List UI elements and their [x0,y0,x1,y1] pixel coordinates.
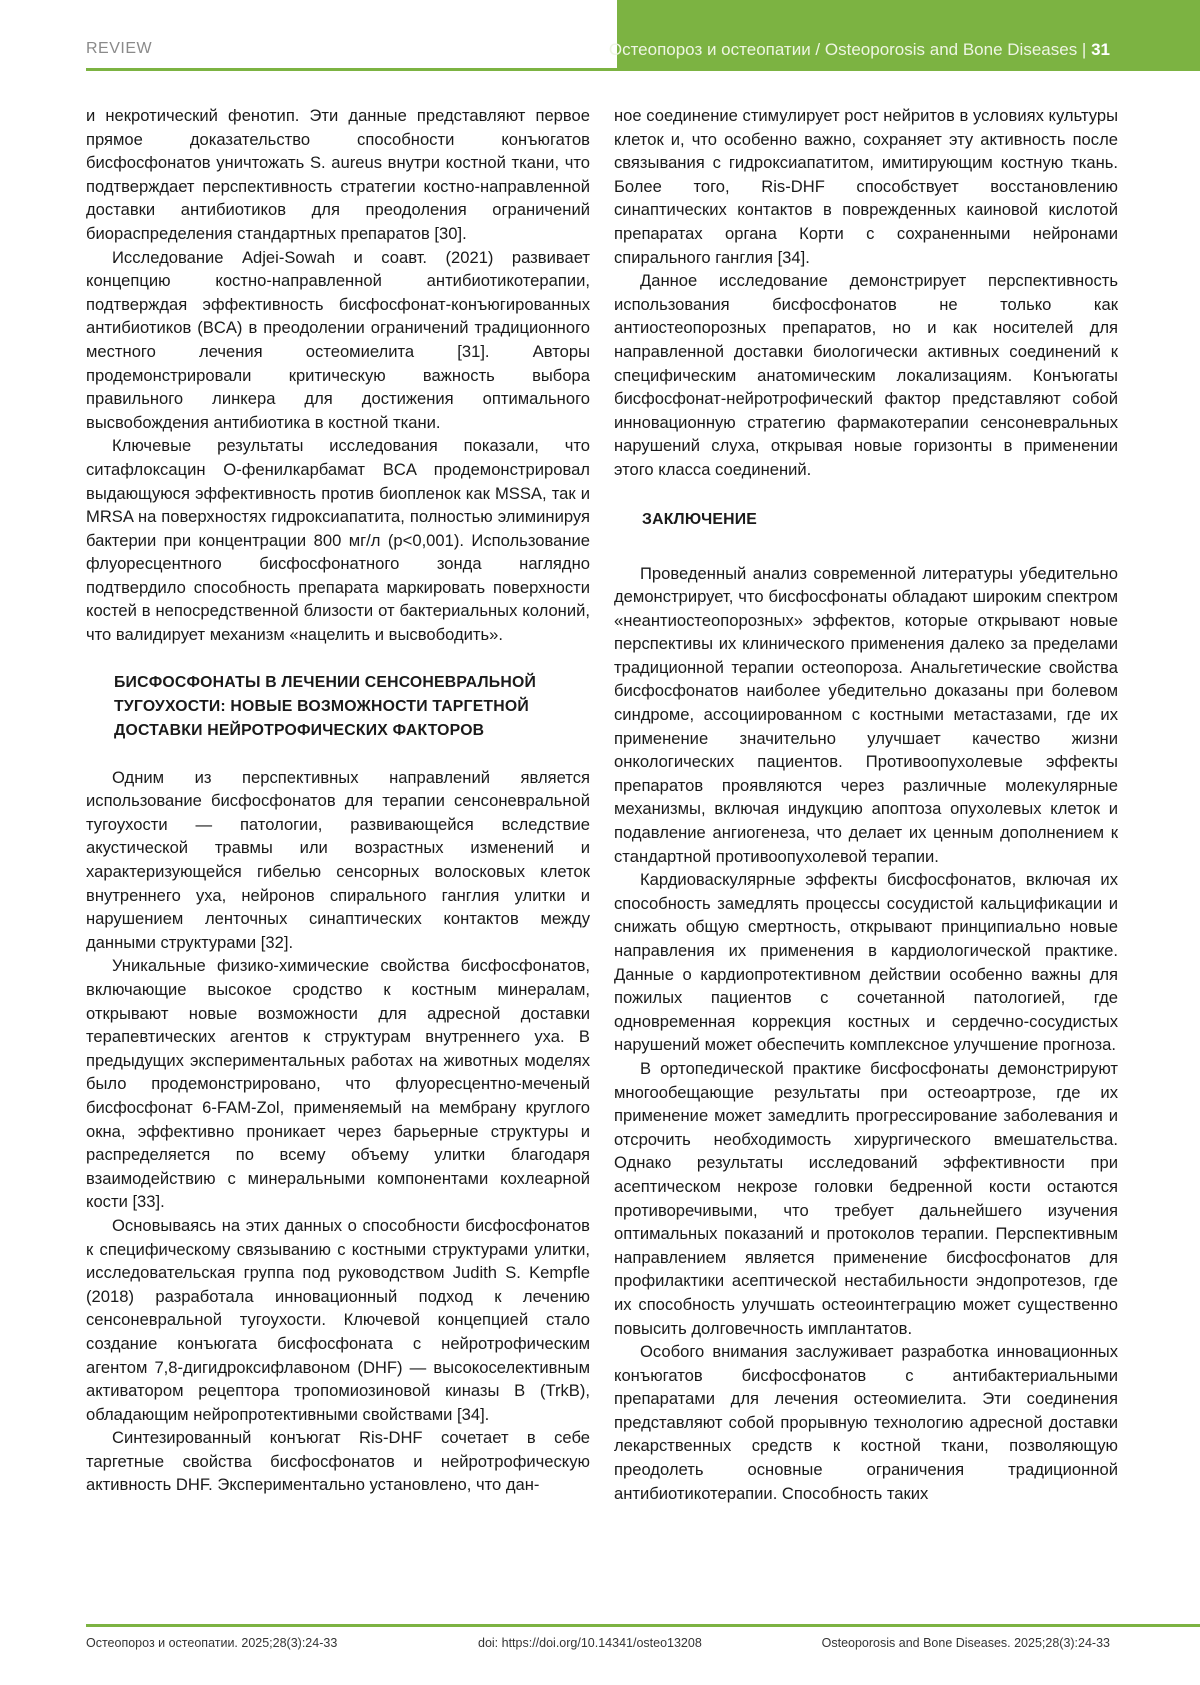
footer-citation-en: Osteoporosis and Bone Diseases. 2025;28(3):24-33 [821,1636,1110,1650]
page-number: 31 [1091,40,1110,59]
footer-doi: doi: https://doi.org/10.14341/osteo13208 [478,1636,702,1650]
footer-citation-ru: Остеопороз и остеопатии. 2025;28(3):24-33 [86,1636,338,1650]
paragraph: В ортопедической практике бисфосфонаты демонстрируют многообещающие результаты при остеоартрозе, где их применение может замедлить прогрессирование заболевания и отсрочить необходимость хирургического вмешательства. Однако результаты исследований эффективности при асептическом некрозе головки бедренной кости остаются противоречивыми, что требует дальнейшего изучения оптимальных показаний и протоколов терапии. Перспективным направлением является применение бисфосфонатов для профилактики асептической нестабильности эндопротезов, где их способность улучшать остеоинтеграцию может существенно повысить долговечность имплантатов. [614,1058,1118,1338]
paragraph: Кардиоваскулярные эффекты бисфосфонатов, включая их способность замедлять процессы сосудистой кальцификации и снижать общую смертность, открывают принципиально новые направления их применения в кардиологической практике. Данные о кардиопротективном действии особенно важны для пожилых пациентов с сочетанной патологией, где одновременная коррекция костных и сердечно-сосудистых нарушений может обеспечить комплексное улучшение прогноза. [614,870,1118,1055]
paragraph: Синтезированный конъюгат Ris-DHF сочетает в себе таргетные свойства бисфосфонатов и нейротрофическую активность DHF. Экспериментально установлено, что дан- [86,1428,590,1495]
left-column [86,104,590,1497]
paragraph: Исследование Adjei-Sowah и соавт. (2021) развивает концепцию костно-направленной антибиотикотерапии, подтверждая эффективность бисфосфонат-конъюгированных антибиотиков (BCA) в преодолении ограничений традиционного местного лечения остеомиелита [31]. Авторы продемонстрировали критическую важность выбора правильного линкера для достижения оптимального высвобождения антибиотика в костной ткани. [86,247,590,432]
journal-name: Остеопороз и остеопатии / Osteoporosis and Bone Diseases | [608,40,1087,59]
paragraph: Ключевые результаты исследования показали, что ситафлоксацин O-фенилкарбамат BCA продемонстрировал выдающуюся эффективность против биопленок как MSSA, так и MRSA на поверхностях гидроксиапатита, полностью элиминируя бактерии при концентрации 800 мг/л (p<0,001). Использование флуоресцентного бисфосфонатного зонда наглядно подтвердило способность препарата маркировать поверхности костей в непосредственной близости от бактериальных колоний, что валидирует механизм «нацелить и высвободить». [86,436,590,645]
paragraph: и некротический фенотип. Эти данные представляют первое прямое доказательство способности конъюгатов бисфосфонатов уничтожать S. aureus внутри костной ткани, что подтверждает перспективность стратегии костно-направленной доставки антибиотиков для преодоления ограничений биораспределения стандартных препаратов [30]. [86,106,590,243]
journal-title [609,40,1110,60]
paragraph: Проведенный анализ современной литературы убедительно демонстрирует, что бисфосфонаты обладают широким спектром «неантиостеопорозных» эффектов, которые открывают новые перспективы их клинического применения далеко за пределами традиционной терапии остеопороза. Анальгетические свойства бисфосфонатов наиболее убедительно доказаны при болевом синдроме, ассоциированном с костными метастазами, где их применение значительно улучшает качество жизни онкологических пациентов. Противоопухолевые эффекты препаратов проявляются через различные молекулярные механизмы, включая индукцию апоптоза опухолевых клеток и подавление ангиогенеза, что делает их ценным дополнением к стандартной противоопухолевой терапии. [614,563,1118,866]
section-heading: ЗАКЛЮЧЕНИЕ [642,510,758,528]
section-label: REVIEW [86,40,153,57]
paragraph: Уникальные физико-химические свойства бисфосфонатов, включающие высокое сродство к костным минералам, открывают новые возможности для адресной доставки терапевтических агентов к структурам внутреннего уха. В предыдущих экспериментальных работах на животных моделях было продемонстрировано, что флуоресцентно-меченый бисфосфонат 6-FAM-Zol, применяемый на мембрану круглого окна, эффективно проникает через барьерные структуры и распределяется по всему объему улитки благодаря взаимодействию с минеральными компонентами кохлеарной кости [33]. [86,956,590,1212]
section-heading: БИСФОСФОНАТЫ В ЛЕЧЕНИИ СЕНСОНЕВРАЛЬНОЙ ТУГОУХОСТИ: НОВЫЕ ВОЗМОЖНОСТИ ТАРГЕТНОЙ ДОСТАВКИ НЕЙРОТРОФИЧЕСКИХ ФАКТОРОВ [114,673,536,739]
right-column [614,104,1118,1505]
paragraph: Особого внимания заслуживает разработка инновационных конъюгатов бисфосфонатов с антибактериальными препаратами для лечения остеомиелита. Эти соединения представляют собой прорывную технологию адресной доставки лекарственных средств к костной ткани, позволяющую преодолеть основные ограничения традиционной антибиотикотерапии. Способность таких [614,1342,1118,1503]
paragraph: Данное исследование демонстрирует перспективность использования бисфосфонатов не только как антиостеопорозных препаратов, но и как носителей для направленной доставки биологически активных соединений к специфическим анатомическим локализациям. Конъюгаты бисфосфонат-нейротрофический фактор представляют собой инновационную стратегию фармакотерапии сенсоневральных нарушений слуха, открывая новые горизонты в применении этого класса соединений. [614,271,1118,479]
footer-divider [86,1624,1200,1627]
paragraph: ное соединение стимулирует рост нейритов в условиях культуры клеток и, что особенно важно, сохраняет эту активность после связывания с гидроксиапатитом, имитирующим костную ткань. Более того, Ris-DHF способствует восстановлению синаптических контактов в поврежденных каиновой кислотой препаратах органа Корти с сохраненными нейронами спирального ганглия [34]. [614,106,1118,267]
header-divider [86,68,1200,71]
paragraph: Основываясь на этих данных о способности бисфосфонатов к специфическому связыванию с костными структурами улитки, исследовательская группа под руководством Judith S. Kempfle (2018) разработала инновационный подход к лечению сенсоневральной тугоухости. Ключевой концепцией стало создание конъюгата бисфосфоната с нейротрофическим агентом 7,8-дигидроксифлавоном (DHF) — высокоселективным активатором рецептора тропомиозиновой киназы B (TrkB), обладающим нейропротективными свойствами [34]. [86,1215,590,1424]
paragraph: Одним из перспективных направлений является использование бисфосфонатов для терапии сенсоневральной тугоухости — патологии, развивающейся вследствие акустической травмы или возрастных изменений и характеризующейся гибелью сенсорных волосковых клеток внутреннего уха, нейронов спирального ганглия улитки и нарушением ленточных синаптических контактов между данными структурами [32]. [86,767,590,952]
